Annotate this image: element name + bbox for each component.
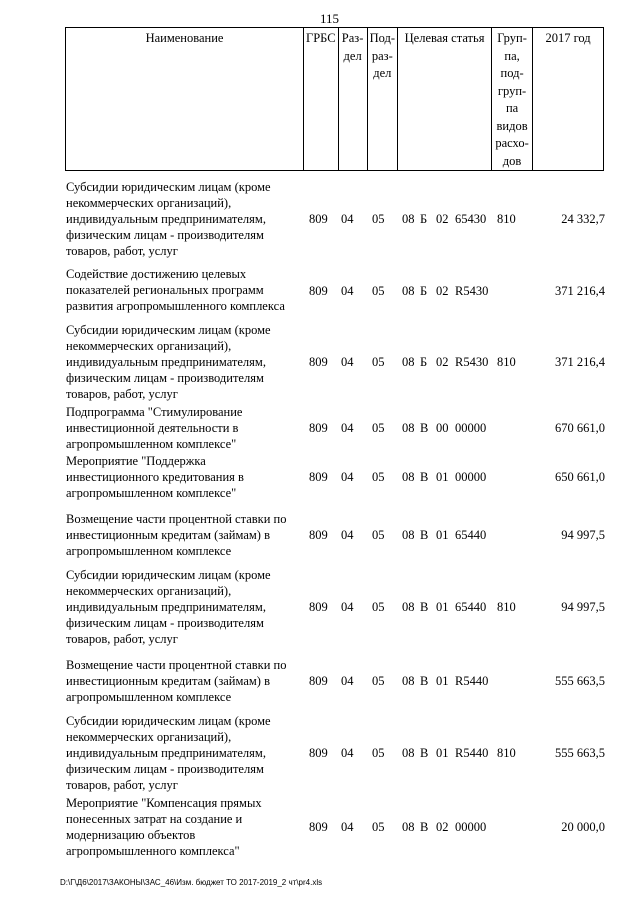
row-podrazdel: 05 — [372, 820, 385, 834]
row-gruppa: 810 — [497, 746, 516, 760]
row-name: Мероприятие "Поддержка инвестиционного кредитования в агропромышленном комплексе" — [66, 454, 244, 500]
table-row — [0, 322, 639, 402]
row-cs-subprogram: В — [420, 528, 429, 542]
header-celevaya-statya: Целевая статья — [398, 28, 492, 171]
row-cs-event: 01 — [436, 470, 449, 484]
row-cs-program: 08 — [402, 600, 415, 614]
row-razdel: 04 — [341, 284, 354, 298]
row-grbs: 809 — [309, 600, 328, 614]
row-amount: 650 661,0 — [555, 470, 605, 484]
row-razdel: 04 — [341, 470, 354, 484]
row-amount: 371 216,4 — [555, 284, 605, 298]
row-name: Мероприятие "Компенсация прямых понесенных затрат на создание и модернизацию объектов агропромышленного комплекса" — [66, 796, 262, 858]
table-row — [0, 795, 639, 859]
row-cs-subprogram: Б — [420, 284, 428, 298]
row-cs-subprogram: В — [420, 470, 429, 484]
row-razdel: 04 — [341, 820, 354, 834]
row-amount: 555 663,5 — [555, 674, 605, 688]
row-podrazdel: 05 — [372, 212, 385, 226]
row-razdel: 04 — [341, 421, 354, 435]
row-grbs: 809 — [309, 421, 328, 435]
row-cs-event: 01 — [436, 528, 449, 542]
row-podrazdel: 05 — [372, 284, 385, 298]
row-cs-program: 08 — [402, 421, 415, 435]
table-row — [0, 511, 639, 559]
row-grbs: 809 — [309, 746, 328, 760]
row-gruppa: 810 — [497, 355, 516, 369]
row-grbs: 809 — [309, 355, 328, 369]
row-name: Субсидии юридическим лицам (кроме некоммерческих организаций), индивидуальным предпринимателям, физическим лицам - производителям товаров, работ, услуг — [66, 568, 271, 646]
row-gruppa: 810 — [497, 212, 516, 226]
header-name: Наименование — [66, 28, 304, 171]
row-grbs: 809 — [309, 284, 328, 298]
header-year: 2017 год — [533, 28, 604, 171]
row-podrazdel: 05 — [372, 746, 385, 760]
row-cs-program: 08 — [402, 746, 415, 760]
row-cs-direction: 65440 — [455, 600, 487, 614]
table-header — [65, 27, 604, 171]
table-row — [0, 657, 639, 705]
header-razdel: Раз- дел — [338, 28, 367, 171]
row-amount: 555 663,5 — [555, 746, 605, 760]
row-name: Субсидии юридическим лицам (кроме некоммерческих организаций), индивидуальным предпринимателям, физическим лицам - производителям товаров, работ, услуг — [66, 323, 271, 401]
row-amount: 94 997,5 — [561, 600, 605, 614]
row-cs-direction: 00000 — [455, 820, 487, 834]
row-cs-direction: 65440 — [455, 528, 487, 542]
row-cs-program: 08 — [402, 212, 415, 226]
row-gruppa: 810 — [497, 600, 516, 614]
row-cs-program: 08 — [402, 820, 415, 834]
row-grbs: 809 — [309, 674, 328, 688]
row-cs-direction: 00000 — [455, 421, 487, 435]
row-cs-subprogram: В — [420, 421, 429, 435]
header-grbs: ГРБС — [304, 28, 339, 171]
row-cs-subprogram: Б — [420, 212, 428, 226]
row-cs-program: 08 — [402, 355, 415, 369]
row-cs-event: 02 — [436, 212, 449, 226]
row-razdel: 04 — [341, 674, 354, 688]
row-cs-event: 01 — [436, 746, 449, 760]
row-name: Подпрограмма "Стимулирование инвестиционной деятельности в агропромышленном комплексе" — [66, 405, 243, 451]
page-number: 115 — [319, 11, 340, 26]
row-cs-event: 02 — [436, 355, 449, 369]
table-row — [0, 567, 639, 647]
row-cs-program: 08 — [402, 284, 415, 298]
row-name: Возмещение части процентной ставки по инвестиционным кредитам (займам) в агропромышленном комплексе — [66, 512, 287, 558]
row-cs-direction: R5430 — [455, 284, 489, 298]
row-cs-subprogram: В — [420, 674, 429, 688]
row-cs-program: 08 — [402, 674, 415, 688]
row-amount: 24 332,7 — [561, 212, 605, 226]
row-cs-subprogram: В — [420, 820, 429, 834]
row-amount: 20 000,0 — [561, 820, 605, 834]
row-amount: 371 216,4 — [555, 355, 605, 369]
row-cs-direction: 65430 — [455, 212, 487, 226]
row-podrazdel: 05 — [372, 674, 385, 688]
footer-file-path: D:\Г\Д6\2017\ЗАКОНЫ\ЗАС_46\Изм. бюджет ТО 2017-2019_2 чт\pr4.xls — [60, 878, 323, 887]
row-razdel: 04 — [341, 600, 354, 614]
row-cs-subprogram: В — [420, 746, 429, 760]
row-podrazdel: 05 — [372, 470, 385, 484]
row-name: Возмещение части процентной ставки по инвестиционным кредитам (займам) в агропромышленном комплексе — [66, 658, 287, 704]
table-row — [0, 266, 639, 314]
row-cs-subprogram: В — [420, 600, 429, 614]
row-razdel: 04 — [341, 528, 354, 542]
row-cs-subprogram: Б — [420, 355, 428, 369]
row-cs-direction: 00000 — [455, 470, 487, 484]
row-cs-program: 08 — [402, 528, 415, 542]
row-cs-direction: R5440 — [455, 674, 489, 688]
row-amount: 94 997,5 — [561, 528, 605, 542]
row-razdel: 04 — [341, 212, 354, 226]
table-row — [0, 453, 639, 501]
row-grbs: 809 — [309, 528, 328, 542]
table-row — [0, 713, 639, 793]
row-cs-event: 01 — [436, 600, 449, 614]
row-grbs: 809 — [309, 212, 328, 226]
row-podrazdel: 05 — [372, 528, 385, 542]
row-podrazdel: 05 — [372, 421, 385, 435]
row-amount: 670 661,0 — [555, 421, 605, 435]
table-row — [0, 404, 639, 452]
row-grbs: 809 — [309, 470, 328, 484]
row-razdel: 04 — [341, 355, 354, 369]
row-cs-event: 02 — [436, 820, 449, 834]
row-cs-direction: R5440 — [455, 746, 489, 760]
row-cs-event: 01 — [436, 674, 449, 688]
table-row — [0, 179, 639, 259]
row-cs-program: 08 — [402, 470, 415, 484]
row-name: Субсидии юридическим лицам (кроме некоммерческих организаций), индивидуальным предпринимателям, физическим лицам - производителям товаров, работ, услуг — [66, 714, 271, 792]
row-cs-event: 02 — [436, 284, 449, 298]
row-podrazdel: 05 — [372, 355, 385, 369]
header-gruppa-vidov-rashodov: Груп- па, под- груп- па видов расхо- дов — [492, 28, 533, 171]
row-cs-event: 00 — [436, 421, 449, 435]
row-podrazdel: 05 — [372, 600, 385, 614]
row-name: Содействие достижению целевых показателей региональных программ развития агропромышленного комплекса — [66, 267, 285, 313]
row-grbs: 809 — [309, 820, 328, 834]
row-cs-direction: R5430 — [455, 355, 489, 369]
header-podrazdel: Под- раз- дел — [367, 28, 397, 171]
row-razdel: 04 — [341, 746, 354, 760]
row-name: Субсидии юридическим лицам (кроме некоммерческих организаций), индивидуальным предпринимателям, физическим лицам - производителям товаров, работ, услуг — [66, 180, 271, 258]
